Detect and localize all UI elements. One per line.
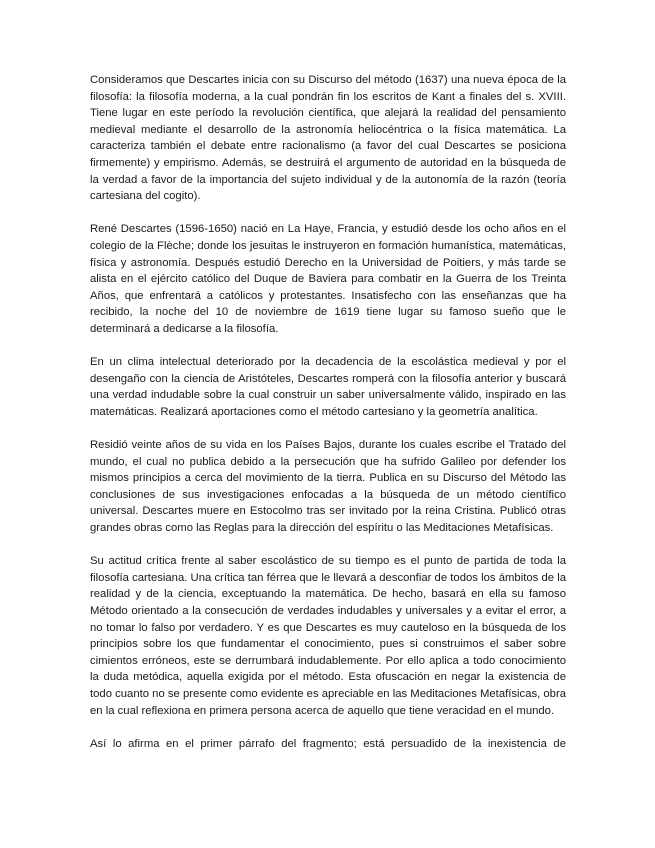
paragraph-6: Así lo afirma en el primer párrafo del fragmento; está persuadido de la inexistencia de <box>90 737 566 750</box>
paragraph-5: Su actitud crítica frente al saber escolástico de su tiempo es el punto de partida de toda la filosofía cartesiana. Una crítica tan férrea que le llevará a desconfiar de todos los ámbitos de la realidad y de la ciencia, exceptuando la matemática. De hecho, basará en ella su famoso Método orientado a la consecución de verdades indudables y universales y a evitar el error, a no tomar lo falso por verdadero. Y es que Descartes es muy cauteloso en la búsqueda de los principios sobre los que fundamentar el conocimiento, pues si construimos el saber sobre cimientos erróneos, este se derrumbará indudablemente. Por ello aplica a todo conocimiento la duda metódica, aquella exigida por el método. Esta ofuscación en negar la existencia de todo cuanto no se presente como evidente es apreciable en las Meditaciones Metafísicas, obra en la cual reflexiona en primera persona acerca de aquello que tiene veracidad en el mundo. <box>90 555 567 717</box>
paragraph-3: En un clima intelectual deteriorado por la decadencia de la escolástica medieval y por el desengaño con la ciencia de Aristóteles, Descartes romperá con la filosofía anterior y buscará una verdad indudable sobre la cual construir un saber universalmente válido, inspirado en las matemáticas. Realizará aportaciones como el método cartesiano y la geometría analítica. <box>90 356 566 418</box>
paragraph-2: René Descartes (1596-1650) nació en La Haye, Francia, y estudió desde los ocho años en el colegio de la Flèche; donde los jesuitas le instruyeron en formación humanística, matemáticas, física y astronomía. Después estudió Derecho en la Universidad de Poitiers, y más tarde se alista en el ejército católico del Duque de Baviera para combatir en la Guerra de los Treinta Años, que enfrentará a católicos y protestantes. Insatisfecho con las enseñanzas que ha recibido, la noche del 10 de noviembre de 1619 tiene lugar su famoso sueño que le determinará a dedicarse a la filosofía. <box>90 223 566 335</box>
document-page <box>90 72 566 752</box>
paragraph-1: Consideramos que Descartes inicia con su Discurso del método (1637) una nueva época de la filosofía: la filosofía moderna, a la cual pondrán fin los escritos de Kant a finales del s. XVIII. Tiene lugar en este período la revolución científica, que alejará la realidad del pensamiento medieval mediante el desarrollo de la astronomía heliocéntrica o la física matemática. La caracteriza también el debate entre racionalismo (a favor del cual Descartes se posiciona firmemente) y empirismo. Además, se destruirá el argumento de autoridad en la búsqueda de la verdad a favor de la importancia del sujeto individual y de la autonomía de la razón (teoría cartesiana del cogito). <box>90 74 566 203</box>
paragraph-4: Residió veinte años de su vida en los Países Bajos, durante los cuales escribe el Tratado del mundo, el cual no publica debido a la persecución que ha sufrido Galileo por defender los mismos principios a cerca del movimiento de la tierra. Publica en su Discurso del Método las conclusiones de sus investigaciones enfocadas a la búsqueda de un método científico universal. Descartes muere en Estocolmo tras ser invitado por la reina Cristina. Publicó otras grandes obras como las Reglas para la dirección del espíritu o las Meditaciones Metafísicas. <box>90 439 566 535</box>
